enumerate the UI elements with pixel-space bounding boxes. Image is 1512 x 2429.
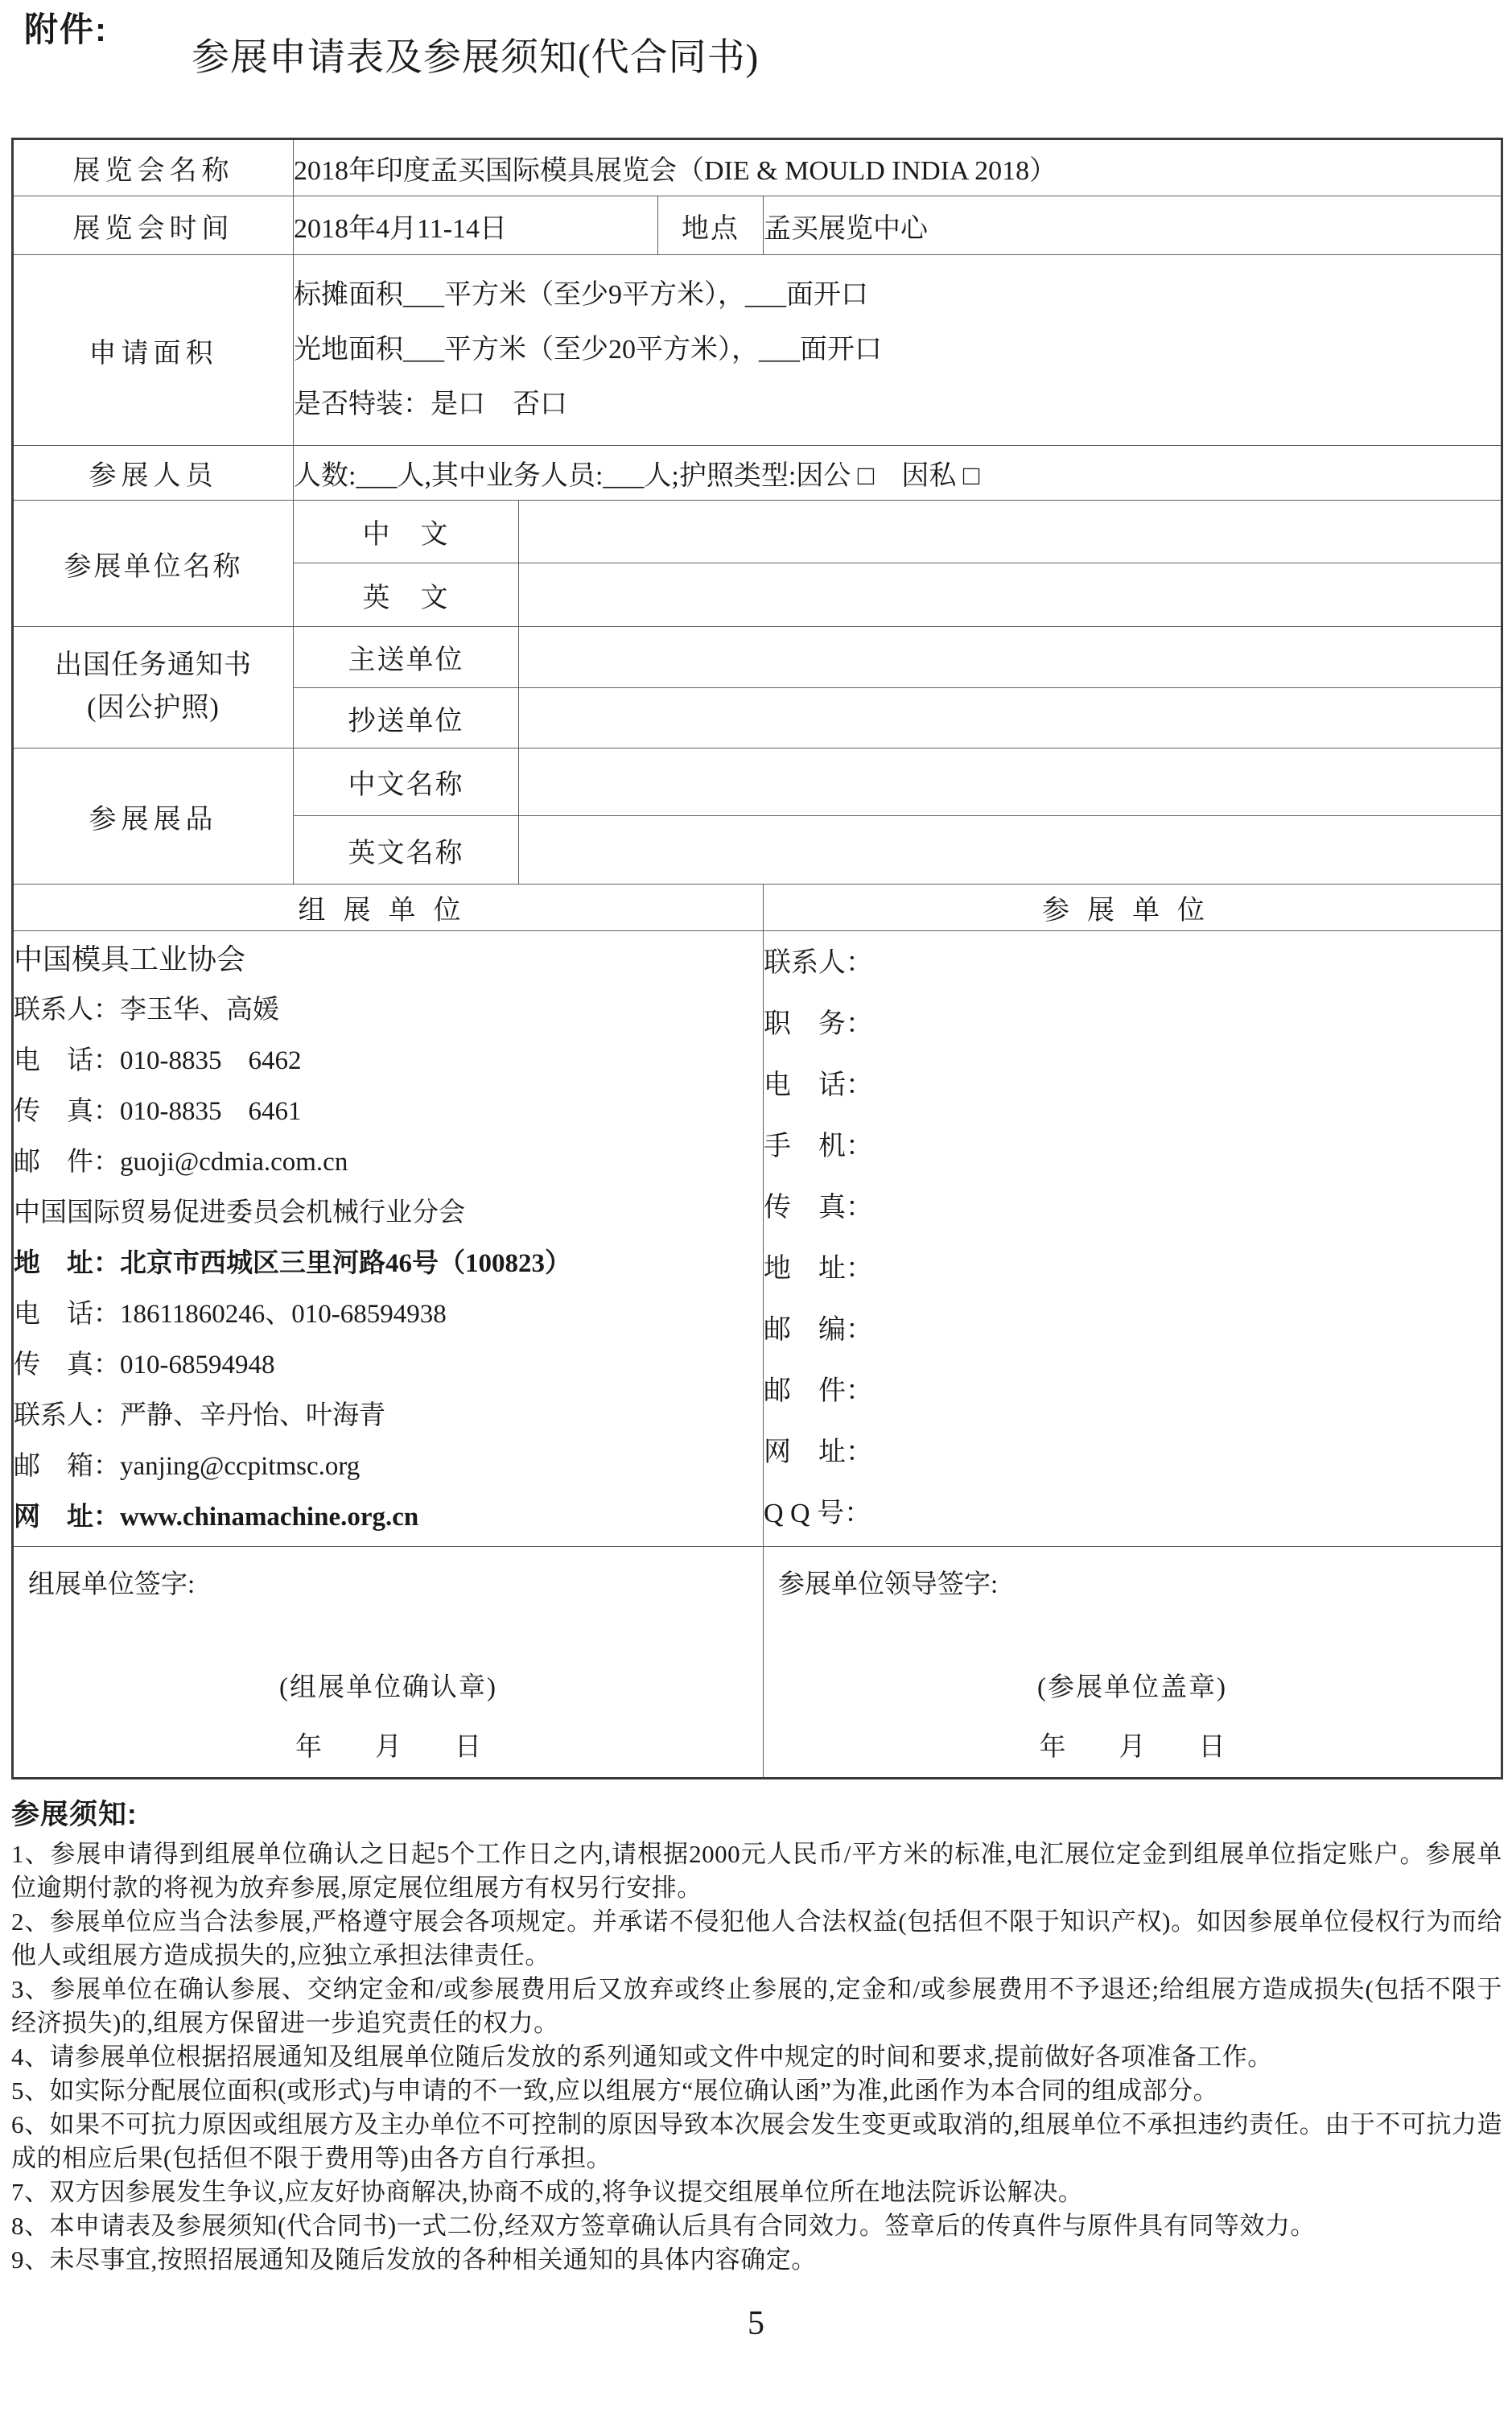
organizer-fax-2: 传 真：010-68594948 <box>14 1351 275 1379</box>
exhibitor-signature-cell <box>764 1547 1502 1779</box>
page-title: 参展申请表及参展须知(代合同书) <box>192 37 760 79</box>
area-line-rawspace: 光地面积___平方米（至少20平方米），___面开口 <box>294 335 882 365</box>
organizer-phone-2: 电 话：18611860246、010-68594938 <box>14 1300 447 1329</box>
notice-heading: 参展须知: <box>11 1799 138 1830</box>
products-cn-label: 中文名称 <box>294 748 519 816</box>
notice-item-8: 8、本申请表及参展须知(代合同书)一式二份,经双方签章确认后具有合同效力。签章后的传真件与原件具有同等效力。 <box>11 2212 1316 2240</box>
exhibition-name-value: 2018年印度孟买国际模具展览会（DIE & MOULD INDIA 2018） <box>294 139 1502 196</box>
exhibitor-address-field: 地 址： <box>764 1254 873 1284</box>
unit-name-label: 参展单位名称 <box>13 501 294 627</box>
exhibitor-zipcode-field: 邮 编： <box>764 1315 873 1345</box>
organizer-date-label: 年 月 日 <box>295 1733 481 1762</box>
applied-area-value <box>294 255 1502 446</box>
products-en-value <box>519 816 1502 885</box>
applied-area-label: 申请面积 <box>13 255 294 446</box>
row-unit-name-cn <box>13 501 1502 563</box>
page-number: 5 <box>748 2305 764 2342</box>
exhibition-time-value: 2018年4月11-14日 <box>294 196 658 255</box>
staff-value: 人数:___人,其中业务人员:___人;护照类型:因公 □ 因私 □ <box>294 446 1502 501</box>
notice-item-1: 1、参展申请得到组展单位确认之日起5个工作日之内,请根据2000元人民币/平方米的标准,电汇展位定金到组展单位指定账户。参展单位逾期付款的将视为放弃参展,原定展位组展方有权另行安排。 <box>11 1840 1502 1902</box>
row-applied-area <box>13 255 1502 446</box>
row-products-cn <box>13 748 1502 816</box>
exhibitor-header: 参展单位 <box>764 885 1502 931</box>
exhibitor-contact-block <box>764 931 1502 1547</box>
organizer-website: 网 址：www.chinamachine.org.cn <box>14 1503 419 1532</box>
notice-item-6: 6、如果不可抗力原因或组展方及主办单位不可控制的原因导致本次展会发生变更或取消的,组展单位不承担违约责任。由于不可抗力造成的相应后果(包括但不限于费用等)由各方自行承担。 <box>11 2110 1502 2172</box>
task-notice-main-value <box>519 627 1502 688</box>
organizer-name-1: 中国模具工业协会 <box>14 943 246 975</box>
task-notice-label-line2: (因公护照) <box>87 693 220 723</box>
unit-name-cn-value <box>519 501 1502 563</box>
organizer-phone-1: 电 话：010-8835 6462 <box>14 1046 302 1075</box>
document-header <box>0 0 1512 138</box>
row-exhibition-name <box>13 139 1502 196</box>
exhibitor-contact-person-field: 联系人： <box>764 948 873 978</box>
exhibitor-phone-field: 电 话： <box>764 1070 873 1100</box>
organizer-contact-person-2: 联系人：严静、辛丹怡、叶海青 <box>14 1401 385 1430</box>
products-cn-value <box>519 748 1502 816</box>
exhibitor-fax-field: 传 真： <box>764 1193 873 1223</box>
products-en-label: 英文名称 <box>294 816 519 885</box>
notice-item-3: 3、参展单位在确认参展、交纳定金和/或参展费用后又放弃或终止参展的,定金和/或参展费用不予退还;给组展方造成损失(包括不限于经济损失)的,组展方保留进一步追究责任的权力。 <box>11 1975 1502 2037</box>
products-label: 参展展品 <box>13 748 294 885</box>
task-notice-main-label: 主送单位 <box>294 627 519 688</box>
venue-label: 地点 <box>658 196 764 255</box>
row-task-notice-main <box>13 627 1502 688</box>
organizer-name-2: 中国国际贸易促进委员会机械行业分会 <box>14 1198 465 1227</box>
organizer-email-2: 邮 箱：yanjing@ccpitmsc.org <box>14 1452 360 1481</box>
area-line-special: 是否特装：是口 否口 <box>294 390 567 419</box>
task-notice-label <box>13 627 294 748</box>
organizer-address-2: 地 址：北京市西城区三里河路46号（100823） <box>14 1249 571 1278</box>
row-signatures <box>13 1547 1502 1779</box>
unit-name-en-label: 英 文 <box>294 563 519 627</box>
exhibitor-website-field: 网 址： <box>764 1437 873 1467</box>
unit-name-en-value <box>519 563 1502 627</box>
task-notice-label-line1: 出国任务通知书 <box>55 650 252 681</box>
exhibitor-sign-label: 参展单位领导签字: <box>778 1570 999 1599</box>
notice-item-7: 7、双方因参展发生争议,应友好协商解决,协商不成的,将争议提交组展单位所在地法院诉讼解决。 <box>11 2178 1084 2206</box>
exhibition-notice-section <box>11 1792 1502 2277</box>
exhibitor-position-field: 职 务： <box>764 1009 873 1039</box>
row-exhibition-time <box>13 196 1502 255</box>
task-notice-cc-value <box>519 688 1502 748</box>
area-line-booth: 标摊面积___平方米（至少9平方米），___面开口 <box>294 280 868 310</box>
organizer-contact-person-1: 联系人：李玉华、高媛 <box>14 996 279 1025</box>
exhibitor-mobile-field: 手 机： <box>764 1132 873 1161</box>
organizer-fax-1: 传 真：010-8835 6461 <box>14 1097 302 1126</box>
task-notice-cc-label: 抄送单位 <box>294 688 519 748</box>
attachment-label: 附件: <box>24 10 108 48</box>
exhibition-name-label: 展览会名称 <box>13 139 294 196</box>
row-contact-details <box>13 931 1502 1547</box>
notice-item-5: 5、如实际分配展位面积(或形式)与申请的不一致,应以组展方“展位确认函”为准,此函作为本合同的组成部分。 <box>11 2076 1219 2105</box>
organizer-sign-label: 组展单位签字: <box>28 1570 196 1599</box>
staff-label: 参展人员 <box>13 446 294 501</box>
notice-item-2: 2、参展单位应当合法参展,严格遵守展会各项规定。并承诺不侵犯他人合法权益(包括但不限于知识产权)。如因参展单位侵权行为而给他人或组展方造成损失的,应独立承担法律责任。 <box>11 1907 1502 1969</box>
row-column-headers <box>13 885 1502 931</box>
exhibitor-seal-label: (参展单位盖章) <box>1037 1673 1227 1702</box>
exhibitor-qq-field: Q Q 号： <box>764 1499 872 1528</box>
exhibitor-email-field: 邮 件： <box>764 1376 873 1406</box>
venue-value: 孟买展览中心 <box>764 196 1502 255</box>
application-form-table <box>11 138 1503 1779</box>
notice-item-9: 9、未尽事宜,按照招展通知及随后发放的各种相关通知的具体内容确定。 <box>11 2245 817 2274</box>
organizer-contact-block <box>13 931 764 1547</box>
organizer-header: 组展单位 <box>13 885 764 931</box>
organizer-seal-label: (组展单位确认章) <box>279 1673 497 1702</box>
notice-item-4: 4、请参展单位根据招展通知及组展单位随后发放的系列通知或文件中规定的时间和要求,提前做好各项准备工作。 <box>11 2043 1273 2071</box>
exhibition-time-label: 展览会时间 <box>13 196 294 255</box>
organizer-signature-cell <box>13 1547 764 1779</box>
unit-name-cn-label: 中 文 <box>294 501 519 563</box>
exhibitor-date-label: 年 月 日 <box>1039 1733 1226 1762</box>
row-staff <box>13 446 1502 501</box>
organizer-email-1: 邮 件：guoji@cdmia.com.cn <box>14 1148 348 1177</box>
